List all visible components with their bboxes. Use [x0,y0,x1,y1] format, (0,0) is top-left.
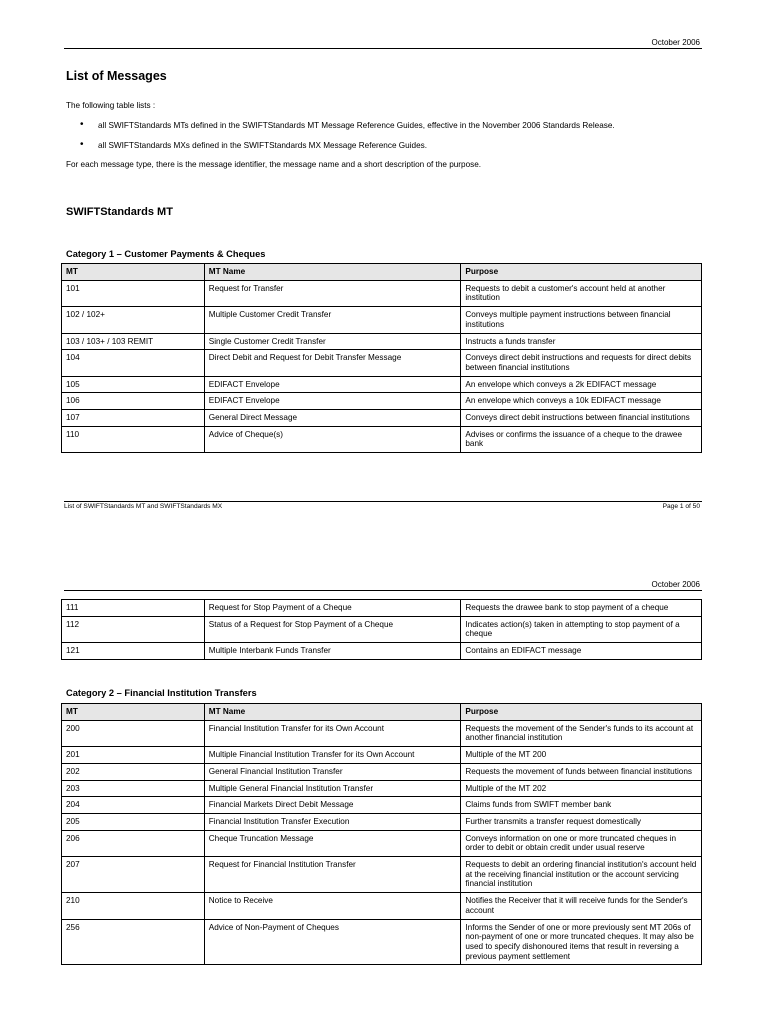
cell-mt: 104 [62,350,205,376]
cell-purpose: Informs the Sender of one or more previously sent MT 206s of non-payment of one or more truncated cheques. It may also be used to specify dishonoured items that result in reversing a previous payment settlement [461,919,702,965]
cell-mt-name: Financial Institution Transfer Execution [204,813,461,830]
column-header-purpose: Purpose [461,264,702,281]
category-1-title: Category 1 – Customer Payments & Cheques [66,249,266,259]
cell-purpose: Instructs a funds transfer [461,333,702,350]
table-row [62,350,702,376]
cell-mt-name: Financial Institution Transfer for its Own Account [204,720,461,746]
page-title: List of Messages [66,69,167,83]
header-date: October 2006 [651,38,700,47]
footer-title: List of SWIFTStandards MT and SWIFTStandards MX [64,503,223,510]
category-1-table [61,263,702,453]
cell-mt: 101 [62,280,205,306]
cell-mt: 200 [62,720,205,746]
cell-mt: 202 [62,763,205,780]
table-row [62,813,702,830]
cell-mt: 203 [62,780,205,797]
table-row [62,919,702,965]
table-header-row [62,704,702,721]
table-row [62,600,702,617]
bullet-item: • all SWIFTStandards MTs defined in the SWIFTStandards MT Message Reference Guides, effective in the November 2006 Standards Release. [66,121,615,131]
cell-mt: 207 [62,857,205,893]
category-1-body [62,280,702,452]
cell-mt-name: General Direct Message [204,410,461,427]
cell-mt-name: Multiple Customer Credit Transfer [204,307,461,333]
table-row [62,720,702,746]
table-row [62,643,702,660]
cell-purpose: Notifies the Receiver that it will receive funds for the Sender's account [461,893,702,919]
cell-mt: 256 [62,919,205,965]
cell-mt: 105 [62,376,205,393]
table-row [62,763,702,780]
cell-mt-name: Request for Financial Institution Transfer [204,857,461,893]
cell-purpose: Advises or confirms the issuance of a cheque to the drawee bank [461,426,702,452]
cell-purpose: Requests to debit a customer's account held at another institution [461,280,702,306]
cell-mt: 110 [62,426,205,452]
cell-mt: 112 [62,616,205,642]
cell-purpose: Claims funds from SWIFT member bank [461,797,702,814]
column-header-purpose: Purpose [461,704,702,721]
table-row [62,307,702,333]
cell-purpose: Requests to debit an ordering financial institution's account held at the receiving financial institution or the account servicing financial institution [461,857,702,893]
table-row [62,426,702,452]
cell-mt: 103 / 103+ / 103 REMIT [62,333,205,350]
table-row [62,333,702,350]
column-header-mt-name: MT Name [204,704,461,721]
cell-mt-name: Multiple Financial Institution Transfer for its Own Account [204,747,461,764]
cell-mt-name: Advice of Cheque(s) [204,426,461,452]
table-row [62,893,702,919]
cell-purpose: Conveys direct debit instructions and requests for direct debits between financial institutions [461,350,702,376]
cell-mt-name: Single Customer Credit Transfer [204,333,461,350]
cell-mt-name: Status of a Request for Stop Payment of a Cheque [204,616,461,642]
category-1-continued-table [61,599,702,660]
cell-mt-name: Advice of Non-Payment of Cheques [204,919,461,965]
outro-text: For each message type, there is the message identifier, the message name and a short description of the purpose. [66,160,482,169]
category-2-table [61,703,702,965]
cell-mt-name: General Financial Institution Transfer [204,763,461,780]
bullet-item: • all SWIFTStandards MXs defined in the SWIFTStandards MX Message Reference Guides. [66,141,615,151]
cell-purpose: Requests the movement of funds between financial institutions [461,763,702,780]
cell-mt: 205 [62,813,205,830]
cell-purpose: Further transmits a transfer request domestically [461,813,702,830]
cell-mt-name: Cheque Truncation Message [204,830,461,856]
table-row [62,857,702,893]
table-row [62,616,702,642]
table-row [62,747,702,764]
intro-text: The following table lists : [66,101,156,110]
table-row [62,280,702,306]
header-date-2: October 2006 [651,580,700,589]
cell-mt: 106 [62,393,205,410]
cell-mt-name: Multiple Interbank Funds Transfer [204,643,461,660]
cell-mt: 201 [62,747,205,764]
cell-mt: 206 [62,830,205,856]
column-header-mt: MT [62,264,205,281]
cell-mt-name: Direct Debit and Request for Debit Transfer Message [204,350,461,376]
table-row [62,780,702,797]
cell-mt: 210 [62,893,205,919]
cell-purpose: Contains an EDIFACT message [461,643,702,660]
cell-mt: 121 [62,643,205,660]
cell-purpose: Multiple of the MT 200 [461,747,702,764]
table-header-row [62,264,702,281]
section-title: SWIFTStandards MT [66,206,173,218]
page-header-2 [64,580,702,591]
column-header-mt-name: MT Name [204,264,461,281]
cell-mt-name: EDIFACT Envelope [204,376,461,393]
cell-purpose: Requests the movement of the Sender's funds to its account at another financial institution [461,720,702,746]
cell-purpose: An envelope which conveys a 10k EDIFACT message [461,393,702,410]
page-footer [64,501,702,510]
cell-purpose: An envelope which conveys a 2k EDIFACT message [461,376,702,393]
cell-purpose: Indicates action(s) taken in attempting to stop payment of a cheque [461,616,702,642]
cell-mt: 102 / 102+ [62,307,205,333]
cell-purpose: Conveys information on one or more truncated cheques in order to debit or obtain credit under usual reserve [461,830,702,856]
cell-purpose: Conveys direct debit instructions between financial institutions [461,410,702,427]
cell-mt: 111 [62,600,205,617]
cell-purpose: Requests the drawee bank to stop payment of a cheque [461,600,702,617]
cell-mt-name: Request for Stop Payment of a Cheque [204,600,461,617]
cell-mt-name: Request for Transfer [204,280,461,306]
table-row [62,797,702,814]
cell-mt-name: Notice to Receive [204,893,461,919]
table-row [62,830,702,856]
cell-mt-name: Financial Markets Direct Debit Message [204,797,461,814]
category-2-title: Category 2 – Financial Institution Transfers [66,688,257,698]
cell-mt-name: EDIFACT Envelope [204,393,461,410]
table-row [62,393,702,410]
bullet-list [66,121,615,160]
category-2-body [62,720,702,965]
page-header [64,38,702,49]
column-header-mt: MT [62,704,205,721]
footer-page-number: Page 1 of 50 [662,503,700,510]
cell-purpose: Conveys multiple payment instructions between financial institutions [461,307,702,333]
cell-mt: 107 [62,410,205,427]
table-row [62,376,702,393]
table-row [62,410,702,427]
category-1-continued-body [62,600,702,660]
cell-mt: 204 [62,797,205,814]
cell-purpose: Multiple of the MT 202 [461,780,702,797]
cell-mt-name: Multiple General Financial Institution Transfer [204,780,461,797]
